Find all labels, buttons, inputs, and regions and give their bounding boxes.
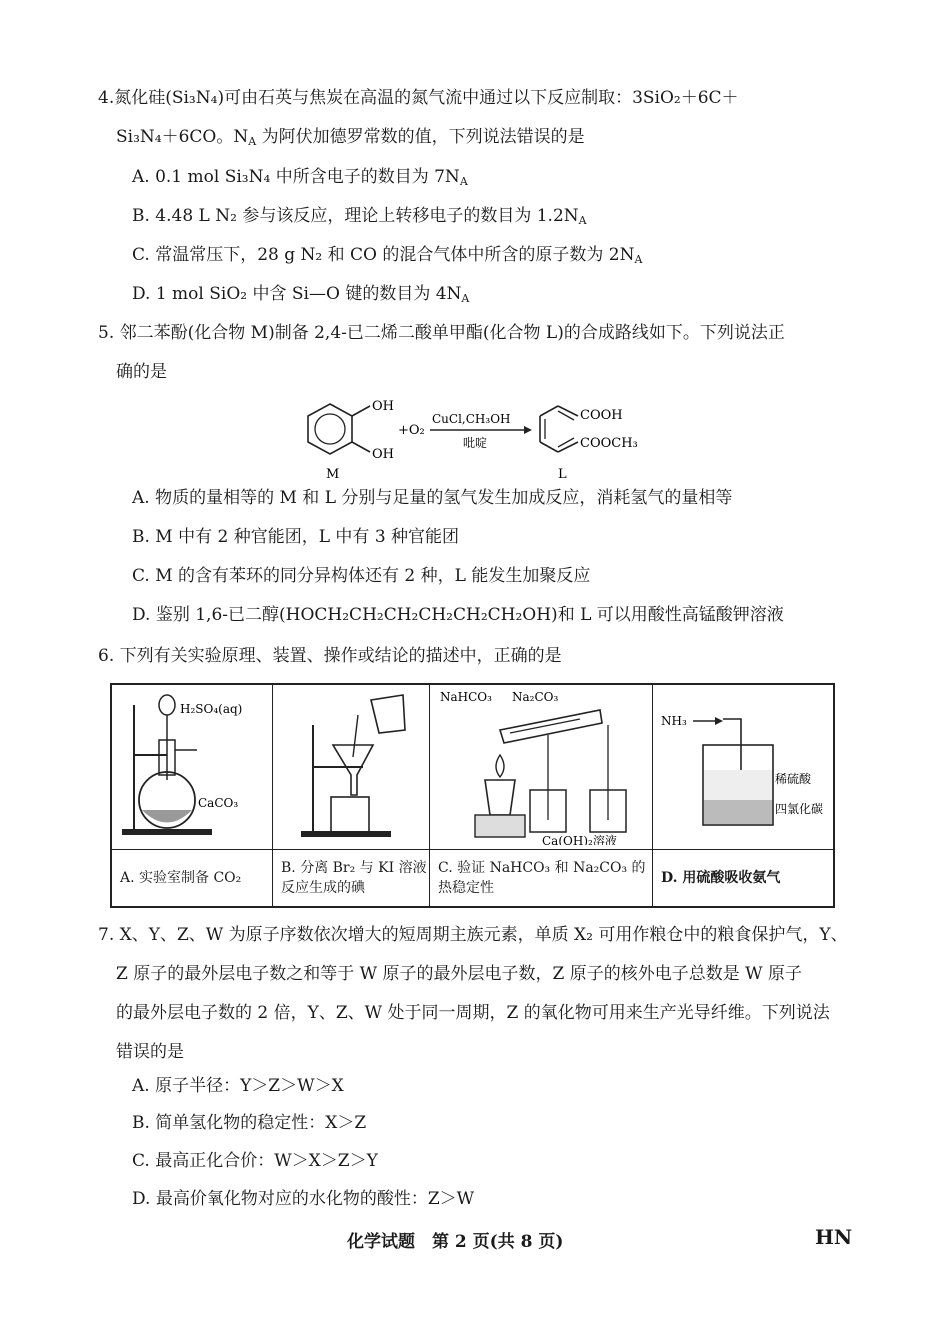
- q6-d-ccl4-label: 四氯化碳: [775, 802, 824, 816]
- q5-l-bond-4: [558, 406, 578, 416]
- q6-caption-c: C. 验证 NaHCO₃ 和 Na₂CO₃ 的热稳定性: [430, 850, 653, 908]
- q5-reagent-bottom: 吡啶: [463, 436, 488, 450]
- q6-d-inlet-arrow-head: [715, 717, 723, 725]
- q7-option-b: B. 简单氢化物的稳定性：X＞Z: [132, 1113, 367, 1133]
- q7-line3: 的最外层电子数的 2 倍，Y、Z、W 处于同一周期，Z 的氧化物可用来生产光导纤维。下列说法: [116, 1003, 830, 1023]
- q6-figure-c: [430, 684, 653, 850]
- q6-b-beaker-receive: [331, 797, 369, 833]
- q6-caption-a: A. 实验室制备 CO₂: [111, 850, 273, 908]
- q5-reagent-top: CuCl,CH₃OH: [432, 412, 511, 426]
- q5-l-cooch3: COOCH₃: [580, 436, 638, 451]
- q5-option-d: D. 鉴别 1,6-已二醇(HOCH₂CH₂CH₂CH₂CH₂CH₂OH)和 L 可以用酸性高锰酸钾溶液: [132, 605, 784, 625]
- q7-line2: Z 原子的最外层电子数之和等于 W 原子的最外层电子数，Z 原子的核外电子总数是 W 原子: [116, 964, 802, 984]
- q4-option-a: [132, 166, 468, 193]
- q5-l-bond-1: [540, 406, 558, 416]
- q7-line4: 错误的是: [116, 1042, 184, 1062]
- q6-c-block: [475, 815, 525, 837]
- q6-c-nahco3-label: NaHCO₃: [440, 690, 492, 704]
- q5-l-bond-3: [540, 442, 558, 452]
- q4-option-a-text: A. 0.1 mol Si₃N₄ 中所含电子的数目为 7N: [132, 167, 460, 187]
- q4-option-d-sub: A: [461, 292, 470, 305]
- q6-caption-b: B. 分离 Br₂ 与 KI 溶液反应生成的碘: [273, 850, 430, 908]
- q6-b-pouring-beaker: [371, 695, 405, 733]
- q6-c-na2co3-label: Na₂CO₃: [512, 690, 559, 704]
- q5-l-cooh: COOH: [580, 408, 623, 423]
- q4-stem-line1: 4.氮化硅(Si₃N₄)可由石英与焦炭在高温的氮气流中通过以下反应制取：3SiO₂＋6C＋: [98, 88, 739, 108]
- q4-option-c: [132, 244, 642, 271]
- q4-option-b: [132, 205, 587, 232]
- q6-d-acid-layer: [704, 770, 772, 800]
- q6-d-acid-label: 稀硫酸: [775, 772, 812, 786]
- q6-figure-a: [111, 684, 273, 850]
- q6-stem: 6. 下列有关实验原理、装置、操作或结论的描述中，正确的是: [98, 646, 562, 666]
- q5-m-oh1-bond: [352, 406, 370, 416]
- q5-option-b: B. M 中有 2 种官能团，L 中有 3 种官能团: [132, 527, 460, 547]
- q6-a-funnel-bulb: [159, 695, 175, 715]
- q5-l-bond-5: [558, 442, 578, 452]
- q6-figure-b-drawing: [273, 685, 429, 845]
- q6-apparatus-table: [110, 683, 835, 908]
- q5-plus-o2: +O₂: [398, 423, 425, 438]
- q5-arrow-head: [524, 426, 532, 434]
- q6-a-solid-label: CaCO₃: [198, 796, 239, 810]
- q4-option-b-text: B. 4.48 L N₂ 参与该反应，理论上转移电子的数目为 1.2N: [132, 206, 579, 226]
- q4-stem-line2: [116, 126, 585, 153]
- q4-option-d-text: D. 1 mol SiO₂ 中含 Si—O 键的数目为 4N: [132, 284, 462, 304]
- q5-m-oh1: OH: [372, 399, 394, 414]
- q7-option-c: C. 最高正化合价：W＞X＞Z＞Y: [132, 1151, 378, 1171]
- q5-stem-line1: 5. 邻二苯酚(化合物 M)制备 2,4-已二烯二酸单甲酯(化合物 L)的合成路线如下。下列说法正: [98, 323, 785, 343]
- page-footer: 化学试题 第 2 页(共 8 页): [347, 1232, 564, 1252]
- q7-option-a: A. 原子半径：Y＞Z＞W＞X: [132, 1076, 344, 1096]
- q6-a-acid-label: H₂SO₄(aq): [180, 702, 243, 716]
- q6-c-flame: [496, 755, 504, 777]
- q4-stem-line2-sub: A: [248, 135, 257, 148]
- q4-option-c-sub: A: [634, 253, 643, 266]
- q6-d-nh3-label: NH₃: [661, 714, 687, 728]
- q6-figure-d-drawing: [653, 685, 833, 845]
- q4-option-b-sub: A: [578, 214, 587, 227]
- q6-figure-d: [653, 684, 835, 850]
- q6-caption-d: D. 用硫酸吸收氨气: [653, 850, 835, 908]
- q5-m-oh2-bond: [352, 442, 370, 452]
- q4-option-c-text: C. 常温常压下，28 g N₂ 和 CO 的混合气体中所含的原子数为 2N: [132, 245, 635, 265]
- q4-option-d: [132, 283, 469, 310]
- q6-figure-c-drawing: [430, 685, 652, 845]
- q6-b-glass-rod: [353, 715, 358, 757]
- q6-a-liquid: [142, 810, 192, 823]
- q6-c-limewater-label: Ca(OH)₂溶液: [542, 834, 617, 845]
- q6-a-stand-base: [122, 829, 212, 835]
- q6-b-stand-base: [301, 831, 391, 837]
- q7-line1: 7. X、Y、Z、W 为原子序数依次增大的短周期主族元素，单质 X₂ 可用作粮仓中的粮食保护气，Y、: [98, 925, 848, 945]
- q6-c-lamp: [485, 780, 515, 815]
- q5-m-oh2: OH: [372, 447, 394, 462]
- q5-label-l: L: [558, 467, 567, 482]
- q4-stem-line2-a: Si₃N₄＋6CO。N: [116, 127, 249, 147]
- exam-code: HN: [815, 1225, 853, 1249]
- q6-figure-a-drawing: [112, 685, 272, 845]
- q5-reaction-scheme: [300, 392, 660, 484]
- q5-label-m: M: [326, 467, 340, 482]
- q5-stem-line2: 确的是: [116, 362, 167, 382]
- q5-option-a: A. 物质的量相等的 M 和 L 分别与足量的氢气发生加成反应，消耗氢气的量相等: [132, 488, 733, 508]
- q7-option-d: D. 最高价氧化物对应的水化物的酸性：Z＞W: [132, 1189, 475, 1209]
- q6-d-ccl4-layer: [704, 800, 772, 824]
- q5-m-aromatic-circle: [315, 414, 345, 444]
- q4-option-a-sub: A: [459, 175, 468, 188]
- q6-figure-b: [273, 684, 430, 850]
- q6-c-outer-tube: [500, 710, 602, 743]
- q5-option-c: C. M 的含有苯环的同分异构体还有 2 种，L 能发生加聚反应: [132, 566, 591, 586]
- q4-stem-line2-b: 为阿伏加德罗常数的值，下列说法错误的是: [256, 127, 585, 147]
